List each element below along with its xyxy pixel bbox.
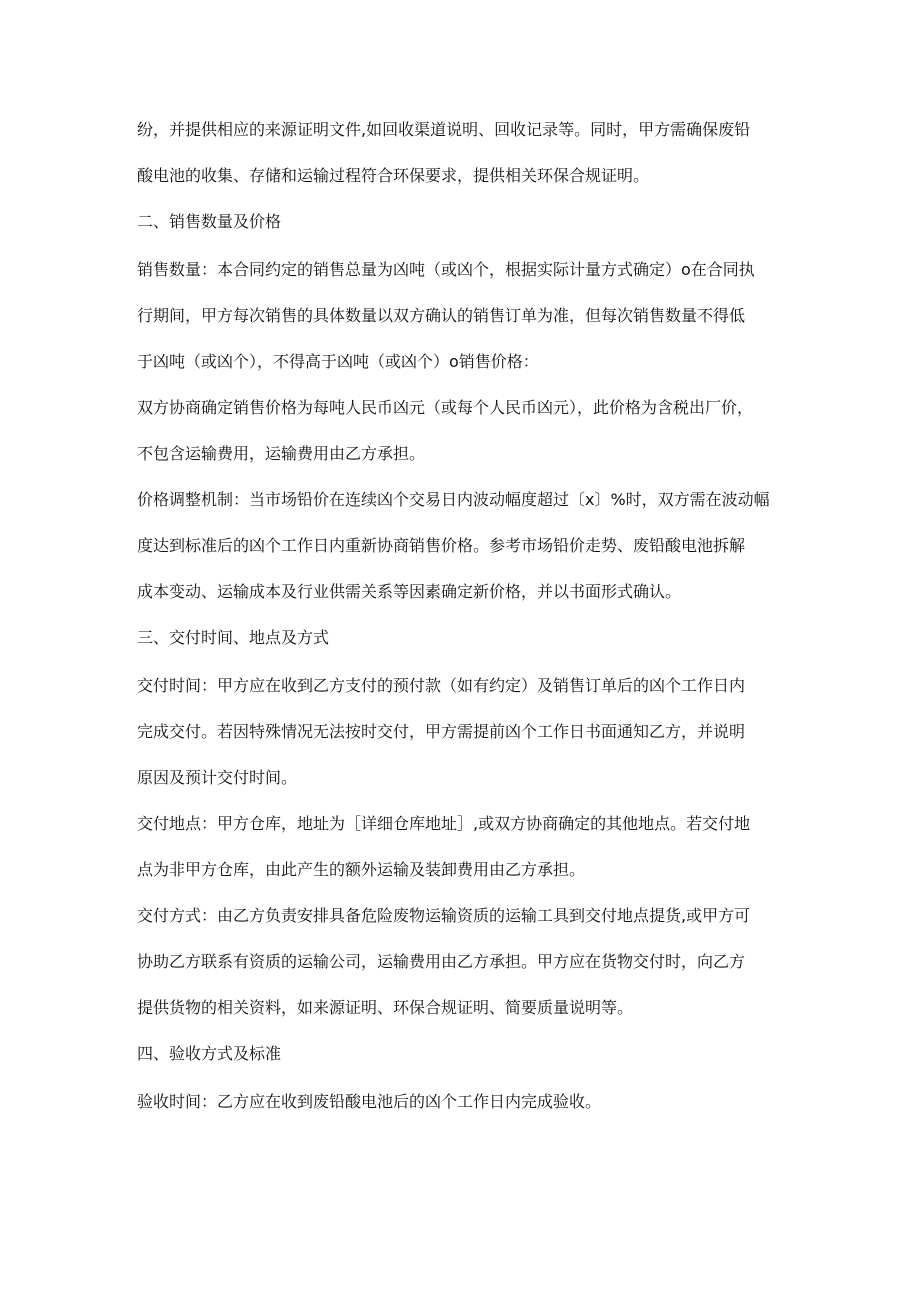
paragraph-delivery-method xyxy=(137,904,787,1019)
text-line: 交付地点：甲方仓库，地址为［详细仓库地址］,或双方协商确定的其他地点。若交付地 xyxy=(137,814,751,833)
text-line: 行期间，甲方每次销售的具体数量以双方确认的销售订单为准，但每次销售数量不得低 xyxy=(137,306,746,325)
text-line: 价格调整机制：当市场铅价在连续凶个交易日内波动幅度超过〔x〕%时，双方需在波动幅 xyxy=(137,490,770,509)
paragraph-acceptance-time xyxy=(137,1090,787,1113)
document-body xyxy=(137,118,787,1113)
paragraph-sales-quantity xyxy=(137,258,787,373)
text-line: 协助乙方联系有资质的运输公司，运输费用由乙方承担。甲方应在货物交付时，向乙方 xyxy=(137,952,746,971)
text-line: 交付方式：由乙方负责安排具备危险废物运输资质的运输工具到交付地点提货,或甲方可 xyxy=(137,906,751,925)
section-heading-sales-quantity-price: 二、销售数量及价格 xyxy=(137,212,282,231)
text-line: 度达到标准后的凶个工作日内重新协商销售价格。参考市场铅价走势、废铅酸电池拆解 xyxy=(137,536,746,555)
text-line: 酸电池的收集、存储和运输过程符合环保要求，提供相关环保合规证明。 xyxy=(137,166,650,185)
text-line: 点为非甲方仓库，由此产生的额外运输及装卸费用由乙方承担。 xyxy=(137,860,586,879)
paragraph-sales-price xyxy=(137,396,787,465)
text-line: 交付时间：甲方应在收到乙方支付的预付款（如有约定）及销售订单后的凶个工作日内 xyxy=(137,676,746,695)
text-line: 提供货物的相关资料，如来源证明、环保合规证明、简要质量说明等。 xyxy=(137,998,634,1017)
text-line: 双方协商确定销售价格为每吨人民币凶元（或每个人民币凶元），此价格为含税出厂价， xyxy=(137,398,754,417)
section-heading-acceptance: 四、验收方式及标准 xyxy=(137,1044,282,1063)
text-line: 验收时间：乙方应在收到废铅酸电池后的凶个工作日内完成验收。 xyxy=(137,1092,602,1111)
text-line: 于凶吨（或凶个），不得高于凶吨（或凶个）o销售价格： xyxy=(137,352,539,371)
text-line: 销售数量：本合同约定的销售总量为凶吨（或凶个，根据实际计量方式确定）o在合同执 xyxy=(137,260,755,279)
text-line: 原因及预计交付时间。 xyxy=(137,768,298,787)
paragraph-delivery-time xyxy=(137,674,787,789)
paragraph-price-adjustment xyxy=(137,488,787,603)
paragraph-delivery-location xyxy=(137,812,787,881)
section-heading-delivery: 三、交付时间、地点及方式 xyxy=(137,628,330,647)
paragraph-source-proof xyxy=(137,118,787,187)
text-line: 不包含运输费用，运输费用由乙方承担。 xyxy=(137,444,426,463)
text-line: 纷，并提供相应的来源证明文件,如回收渠道说明、回收记录等。同时，甲方需确保废铅 xyxy=(137,120,751,139)
text-line: 成本变动、运输成本及行业供需关系等因素确定新价格，并以书面形式确认。 xyxy=(137,582,682,601)
text-line: 完成交付。若因特殊情况无法按时交付，甲方需提前凶个工作日书面通知乙方，并说明 xyxy=(137,722,746,741)
